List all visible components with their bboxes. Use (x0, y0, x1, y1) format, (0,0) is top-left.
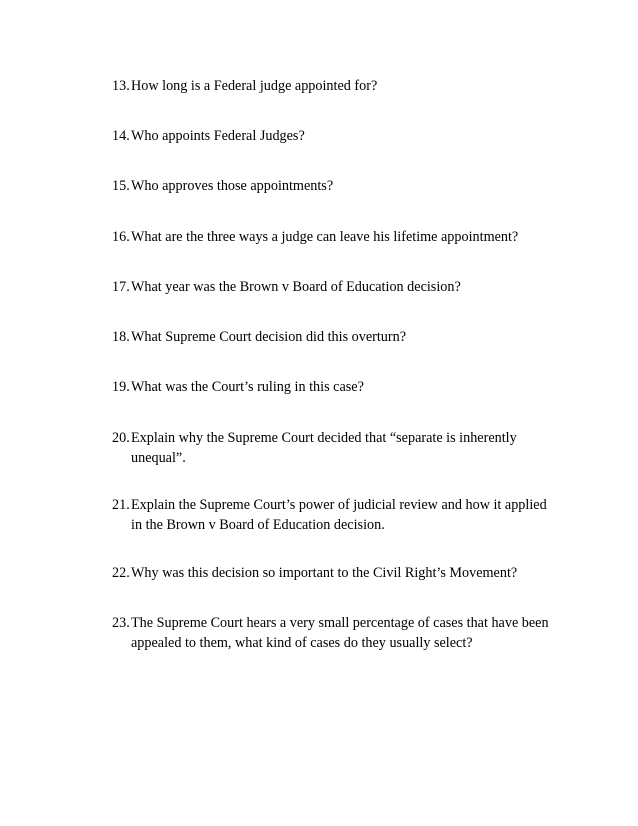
question-14 (112, 126, 552, 146)
question-number: 20. (112, 430, 130, 446)
question-23 (112, 613, 552, 653)
question-text: The Supreme Court hears a very small percentage of cases that have been appealed to them, what kind of cases do they usually select? (131, 615, 549, 651)
question-text: Who appoints Federal Judges? (131, 128, 305, 144)
question-text: What are the three ways a judge can leave his lifetime appointment? (131, 229, 519, 245)
question-number: 22. (112, 565, 130, 581)
question-text: Explain the Supreme Court’s power of judicial review and how it applied in the Brown v Board of Education decision. (131, 497, 547, 533)
question-20 (112, 428, 552, 468)
question-text: What was the Court’s ruling in this case? (131, 379, 364, 395)
question-number: 19. (112, 379, 130, 395)
question-number: 14. (112, 128, 130, 144)
question-number: 16. (112, 229, 130, 245)
question-number: 21. (112, 497, 130, 513)
question-text: How long is a Federal judge appointed for? (131, 78, 378, 94)
question-number: 18. (112, 329, 130, 345)
question-22 (112, 563, 552, 583)
question-text: Why was this decision so important to the Civil Right’s Movement? (131, 565, 518, 581)
question-18 (112, 327, 552, 347)
question-17 (112, 277, 552, 297)
question-text: What Supreme Court decision did this overturn? (131, 329, 407, 345)
question-text: Explain why the Supreme Court decided that “separate is inherently unequal”. (131, 430, 517, 466)
question-13 (112, 76, 552, 96)
question-number: 13. (112, 78, 130, 94)
question-number: 23. (112, 615, 130, 631)
question-16 (112, 227, 552, 247)
question-number: 15. (112, 178, 130, 194)
question-21 (112, 495, 552, 535)
question-15 (112, 176, 552, 196)
question-number: 17. (112, 279, 130, 295)
question-text: What year was the Brown v Board of Education decision? (131, 279, 461, 295)
question-19 (112, 377, 552, 397)
question-text: Who approves those appointments? (131, 178, 334, 194)
